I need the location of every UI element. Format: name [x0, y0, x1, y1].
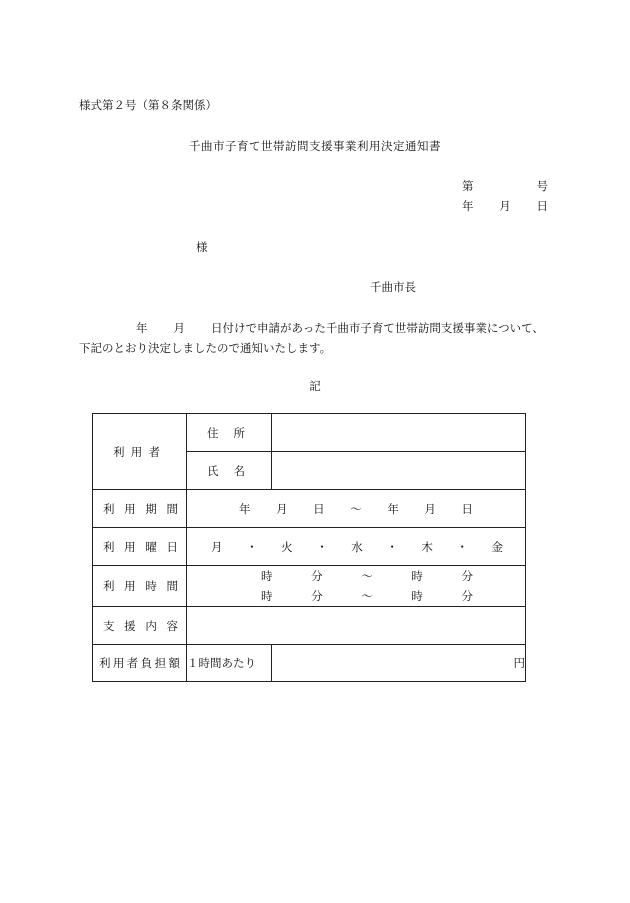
cell-char: 用	[124, 501, 136, 516]
cell-char: 用	[124, 539, 136, 554]
cell-char: 水	[351, 539, 363, 554]
cell-char: 日	[313, 501, 325, 516]
address-field[interactable]	[272, 414, 526, 452]
cell-char: 時	[261, 589, 273, 603]
cell-char: 用	[112, 656, 125, 670]
cell-char: 分	[311, 569, 323, 583]
cell-char: 容	[166, 618, 178, 633]
cell-char: 分	[461, 589, 473, 603]
weekday-field[interactable]	[187, 528, 526, 566]
cell-char: 住	[207, 425, 219, 440]
cell-char: 名	[233, 463, 245, 478]
cell-char: 利	[113, 444, 125, 459]
decision-table	[92, 413, 526, 682]
cell-char: 間	[166, 501, 178, 516]
reference-number-prefix: 第	[462, 179, 474, 193]
cell-char: 者	[148, 444, 160, 459]
body-month: 月	[173, 321, 185, 335]
cell-char: 支	[103, 618, 115, 633]
cell-char: 金	[491, 539, 503, 554]
cell-char: 分	[461, 569, 473, 583]
per-hour-label: １時間あたり	[187, 645, 272, 682]
reference-date-year: 年	[462, 199, 474, 213]
reference-date-day: 日	[536, 199, 548, 213]
issuer-name: 千曲市長	[370, 280, 416, 294]
cell-char: 利	[103, 579, 115, 593]
cell-char: 〜	[361, 569, 373, 583]
cell-char: 日	[461, 501, 473, 516]
period-field[interactable]	[187, 490, 526, 528]
cell-char: 年	[387, 501, 399, 516]
time-field[interactable]	[187, 566, 526, 607]
cell-char: ・	[316, 539, 328, 554]
reference-number	[462, 178, 548, 194]
cell-char: 内	[145, 618, 157, 633]
body-year: 年	[136, 321, 148, 335]
reference-number-suffix: 号	[536, 179, 548, 193]
cost-label	[93, 645, 187, 682]
cell-char: 用	[124, 579, 136, 593]
cell-char: 火	[281, 539, 293, 554]
cell-char: ・	[246, 539, 258, 554]
cell-char: 担	[154, 656, 167, 670]
name-label	[187, 452, 272, 490]
cell-char: ・	[456, 539, 468, 554]
cell-char: ・	[386, 539, 398, 554]
cell-char: 時	[145, 579, 157, 593]
cost-field[interactable]	[272, 645, 526, 682]
body-line-2: 下記のとおり決定しましたので通知いたします。	[79, 341, 332, 355]
addressee-honorific: 様	[196, 240, 208, 254]
cell-char: 時	[411, 569, 423, 583]
document-title: 千曲市子育て世帯訪問支援事業利用決定通知書	[189, 139, 441, 153]
body-text: 日付けで申請があった千曲市子育て世帯訪問支援事業について、	[211, 321, 544, 335]
cell-char: 利	[103, 539, 115, 554]
cell-char: 曜	[145, 539, 157, 554]
cell-char: 〜	[361, 589, 373, 603]
time-label	[93, 566, 187, 607]
cell-char: 援	[124, 618, 136, 633]
address-label	[187, 414, 272, 452]
cell-char: 月	[276, 501, 288, 516]
cell-char: 月	[211, 539, 223, 554]
cell-char: 間	[166, 579, 178, 593]
body-line-1	[136, 320, 544, 336]
weekday-label	[93, 528, 187, 566]
cell-char: 分	[311, 589, 323, 603]
name-field[interactable]	[272, 452, 526, 490]
cell-char: 期	[145, 501, 157, 516]
cell-char: 利	[99, 656, 111, 670]
cost-unit: 円	[513, 656, 525, 670]
period-label	[93, 490, 187, 528]
reference-date-month: 月	[499, 199, 511, 213]
cell-char: 者	[126, 656, 139, 670]
ki-heading: 記	[309, 379, 321, 393]
support-label	[93, 607, 187, 645]
cell-char: 氏	[207, 463, 219, 478]
support-field[interactable]	[187, 607, 526, 645]
cell-char: 年	[239, 501, 251, 516]
cell-char: 時	[261, 569, 273, 583]
cell-char: 額	[168, 656, 180, 670]
form-number: 様式第２号（第８条関係）	[79, 98, 217, 112]
reference-date	[462, 198, 548, 214]
cell-char: 木	[421, 539, 433, 554]
cell-char: 日	[166, 539, 178, 554]
cell-char: 利	[103, 501, 115, 516]
cell-char: 用	[130, 444, 143, 459]
cell-char: 月	[424, 501, 436, 516]
cell-char: 所	[233, 425, 245, 440]
user-label	[93, 414, 187, 490]
cell-char: 時	[411, 589, 423, 603]
cell-char: 負	[140, 656, 153, 670]
cell-char: 〜	[350, 501, 362, 516]
